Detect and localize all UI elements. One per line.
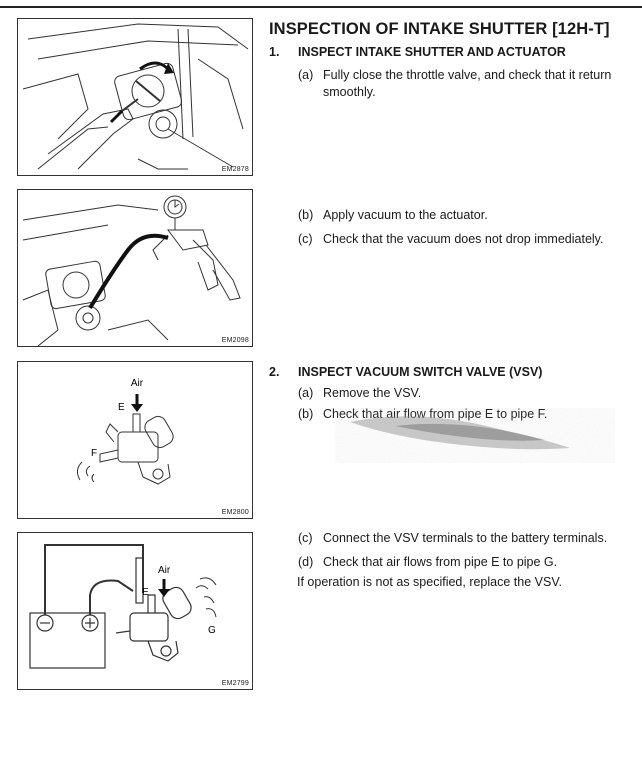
label-pipe-f: F bbox=[91, 448, 98, 459]
figure-code: EM2799 bbox=[221, 680, 249, 687]
figure-code: EM2800 bbox=[221, 509, 249, 516]
item-label: (d) bbox=[298, 555, 314, 569]
step-heading-text: INSPECT INTAKE SHUTTER AND ACTUATOR bbox=[298, 45, 566, 59]
label-pipe-e: E bbox=[118, 402, 125, 413]
item-text: Check that air flows from pipe E to pipe G. bbox=[323, 555, 558, 569]
replacement-note: If operation is not as specified, replace the VSV. bbox=[297, 575, 562, 589]
figure-intake-shutter bbox=[17, 18, 253, 176]
step-heading-text: INSPECT VACUUM SWITCH VALVE (VSV) bbox=[298, 365, 543, 379]
label-air: Air bbox=[158, 565, 171, 576]
step-1-item-a bbox=[298, 67, 638, 101]
item-label: (a) bbox=[298, 68, 314, 82]
step-1-item-b bbox=[298, 207, 638, 224]
item-label: (b) bbox=[298, 208, 314, 222]
vsv-battery-illustration bbox=[18, 533, 252, 689]
label-air: Air bbox=[130, 378, 144, 389]
label-pipe-g: G bbox=[208, 625, 216, 636]
vsv-e-f-illustration bbox=[18, 362, 252, 518]
step-2-item-c bbox=[298, 530, 638, 547]
page-title: INSPECTION OF INTAKE SHUTTER [12H-T] bbox=[269, 20, 610, 38]
item-label: (c) bbox=[298, 232, 313, 246]
step-number: 2. bbox=[269, 365, 280, 379]
intake-shutter-illustration bbox=[18, 19, 252, 175]
figure-actuator-vacuum bbox=[17, 189, 253, 347]
item-text: Remove the VSV. bbox=[323, 386, 422, 400]
item-text: Fully close the throttle valve, and check that it return smoothly. bbox=[323, 68, 612, 99]
item-text: Check that the vacuum does not drop immediately. bbox=[323, 232, 604, 246]
label-pipe-e: E bbox=[142, 587, 149, 598]
top-rule bbox=[0, 6, 642, 8]
figure-code: EM2878 bbox=[221, 166, 249, 173]
step-2-item-a bbox=[298, 385, 638, 402]
item-text: Check that air flow from pipe E to pipe F. bbox=[323, 407, 548, 421]
item-text: Apply vacuum to the actuator. bbox=[323, 208, 488, 222]
scan-smudge bbox=[335, 408, 615, 463]
item-label: (b) bbox=[298, 407, 314, 421]
item-label: (a) bbox=[298, 386, 314, 400]
actuator-vacuum-illustration bbox=[18, 190, 252, 346]
item-text: Connect the VSV terminals to the battery terminals. bbox=[323, 531, 608, 545]
step-2-item-d bbox=[298, 554, 638, 571]
figure-vsv-battery bbox=[17, 532, 253, 690]
figure-code: EM2098 bbox=[221, 337, 249, 344]
step-number: 1. bbox=[269, 45, 280, 59]
item-label: (c) bbox=[298, 531, 313, 545]
figure-vsv-e-to-f bbox=[17, 361, 253, 519]
step-1-item-c bbox=[298, 231, 638, 248]
